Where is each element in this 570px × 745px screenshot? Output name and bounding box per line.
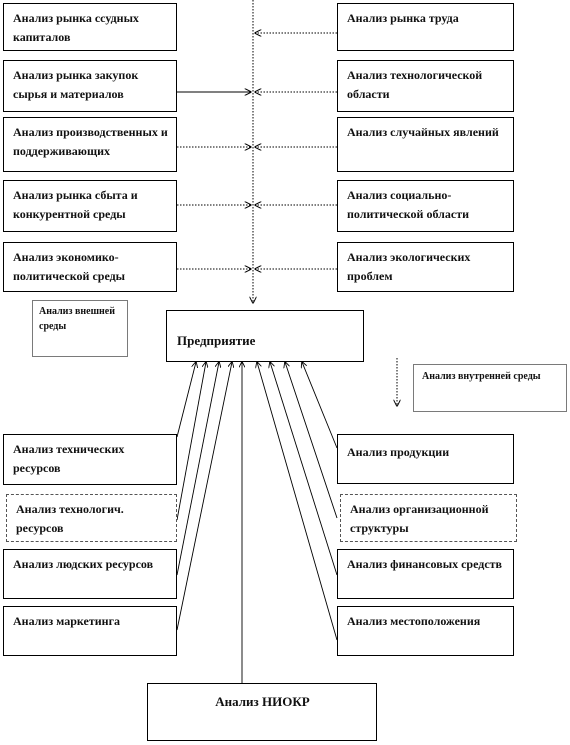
arrow-internal-left-3: [177, 362, 219, 575]
external-right-box-4: [337, 180, 514, 232]
internal-right-box-1: [337, 434, 514, 484]
arrow-internal-right-3: [270, 362, 337, 575]
external-environment-label-box: [32, 300, 128, 357]
external-left-box-3: [3, 117, 177, 172]
niokr-label: Анализ НИОКР: [215, 694, 310, 709]
internal-left-box-2: [6, 494, 177, 542]
external-left-box-5: [3, 242, 177, 292]
internal-left-box-3: [3, 549, 177, 599]
enterprise-box: [166, 310, 364, 362]
external-left-label-4: Анализ рынка сбыта и конкурентной среды: [13, 188, 138, 221]
internal-left-label-4: Анализ маркетинга: [13, 614, 121, 628]
external-environment-label: Анализ внешней среды: [39, 306, 115, 332]
external-left-label-1: Анализ рынка ссудных капиталов: [13, 11, 139, 44]
external-left-box-2: [3, 60, 177, 112]
external-left-box-4: [3, 180, 177, 232]
external-left-label-3: Анализ производственных и поддерживающих: [13, 125, 168, 158]
external-right-box-2: [337, 60, 514, 112]
internal-environment-label-box: [413, 364, 567, 412]
external-right-label-2: Анализ технологической области: [347, 68, 483, 101]
external-right-label-3: Анализ случайных явлений: [347, 125, 499, 139]
internal-right-label-1: Анализ продукции: [347, 445, 450, 459]
internal-left-box-4: [3, 606, 177, 656]
external-right-box-3: [337, 117, 514, 172]
internal-right-label-4: Анализ местоположения: [347, 614, 481, 628]
external-right-label-4: Анализ социально-политической области: [347, 188, 470, 221]
external-right-box-1: [337, 3, 514, 51]
external-right-label-1: Анализ рынка труда: [347, 11, 459, 25]
external-left-label-2: Анализ рынка закупок сырья и материалов: [13, 68, 139, 101]
arrow-internal-left-1: [177, 362, 196, 437]
niokr-box: [147, 683, 377, 741]
internal-left-box-1: [3, 434, 177, 485]
external-right-box-5: [337, 242, 514, 292]
external-left-label-5: Анализ экономико-политической среды: [13, 250, 126, 283]
internal-right-label-3: Анализ финансовых средств: [347, 557, 503, 571]
arrow-internal-right-1: [302, 362, 337, 448]
internal-right-box-2: [340, 494, 517, 542]
external-right-label-5: Анализ экологических проблем: [347, 250, 471, 283]
internal-right-box-3: [337, 549, 514, 599]
internal-left-label-2: Анализ технологич. ресурсов: [16, 502, 124, 535]
arrow-internal-left-2: [177, 362, 206, 520]
arrow-internal-right-2: [285, 362, 337, 518]
arrow-internal-left-4: [177, 362, 232, 630]
internal-environment-label: Анализ внутренней среды: [422, 371, 541, 382]
internal-right-box-4: [337, 606, 514, 656]
external-left-box-1: [3, 3, 177, 51]
arrow-internal-right-4: [257, 362, 337, 640]
enterprise-label: Предприятие: [177, 333, 256, 348]
internal-left-label-1: Анализ технических ресурсов: [13, 442, 125, 475]
internal-left-label-3: Анализ людских ресурсов: [13, 557, 154, 571]
internal-right-label-2: Анализ организационной структуры: [350, 502, 489, 535]
